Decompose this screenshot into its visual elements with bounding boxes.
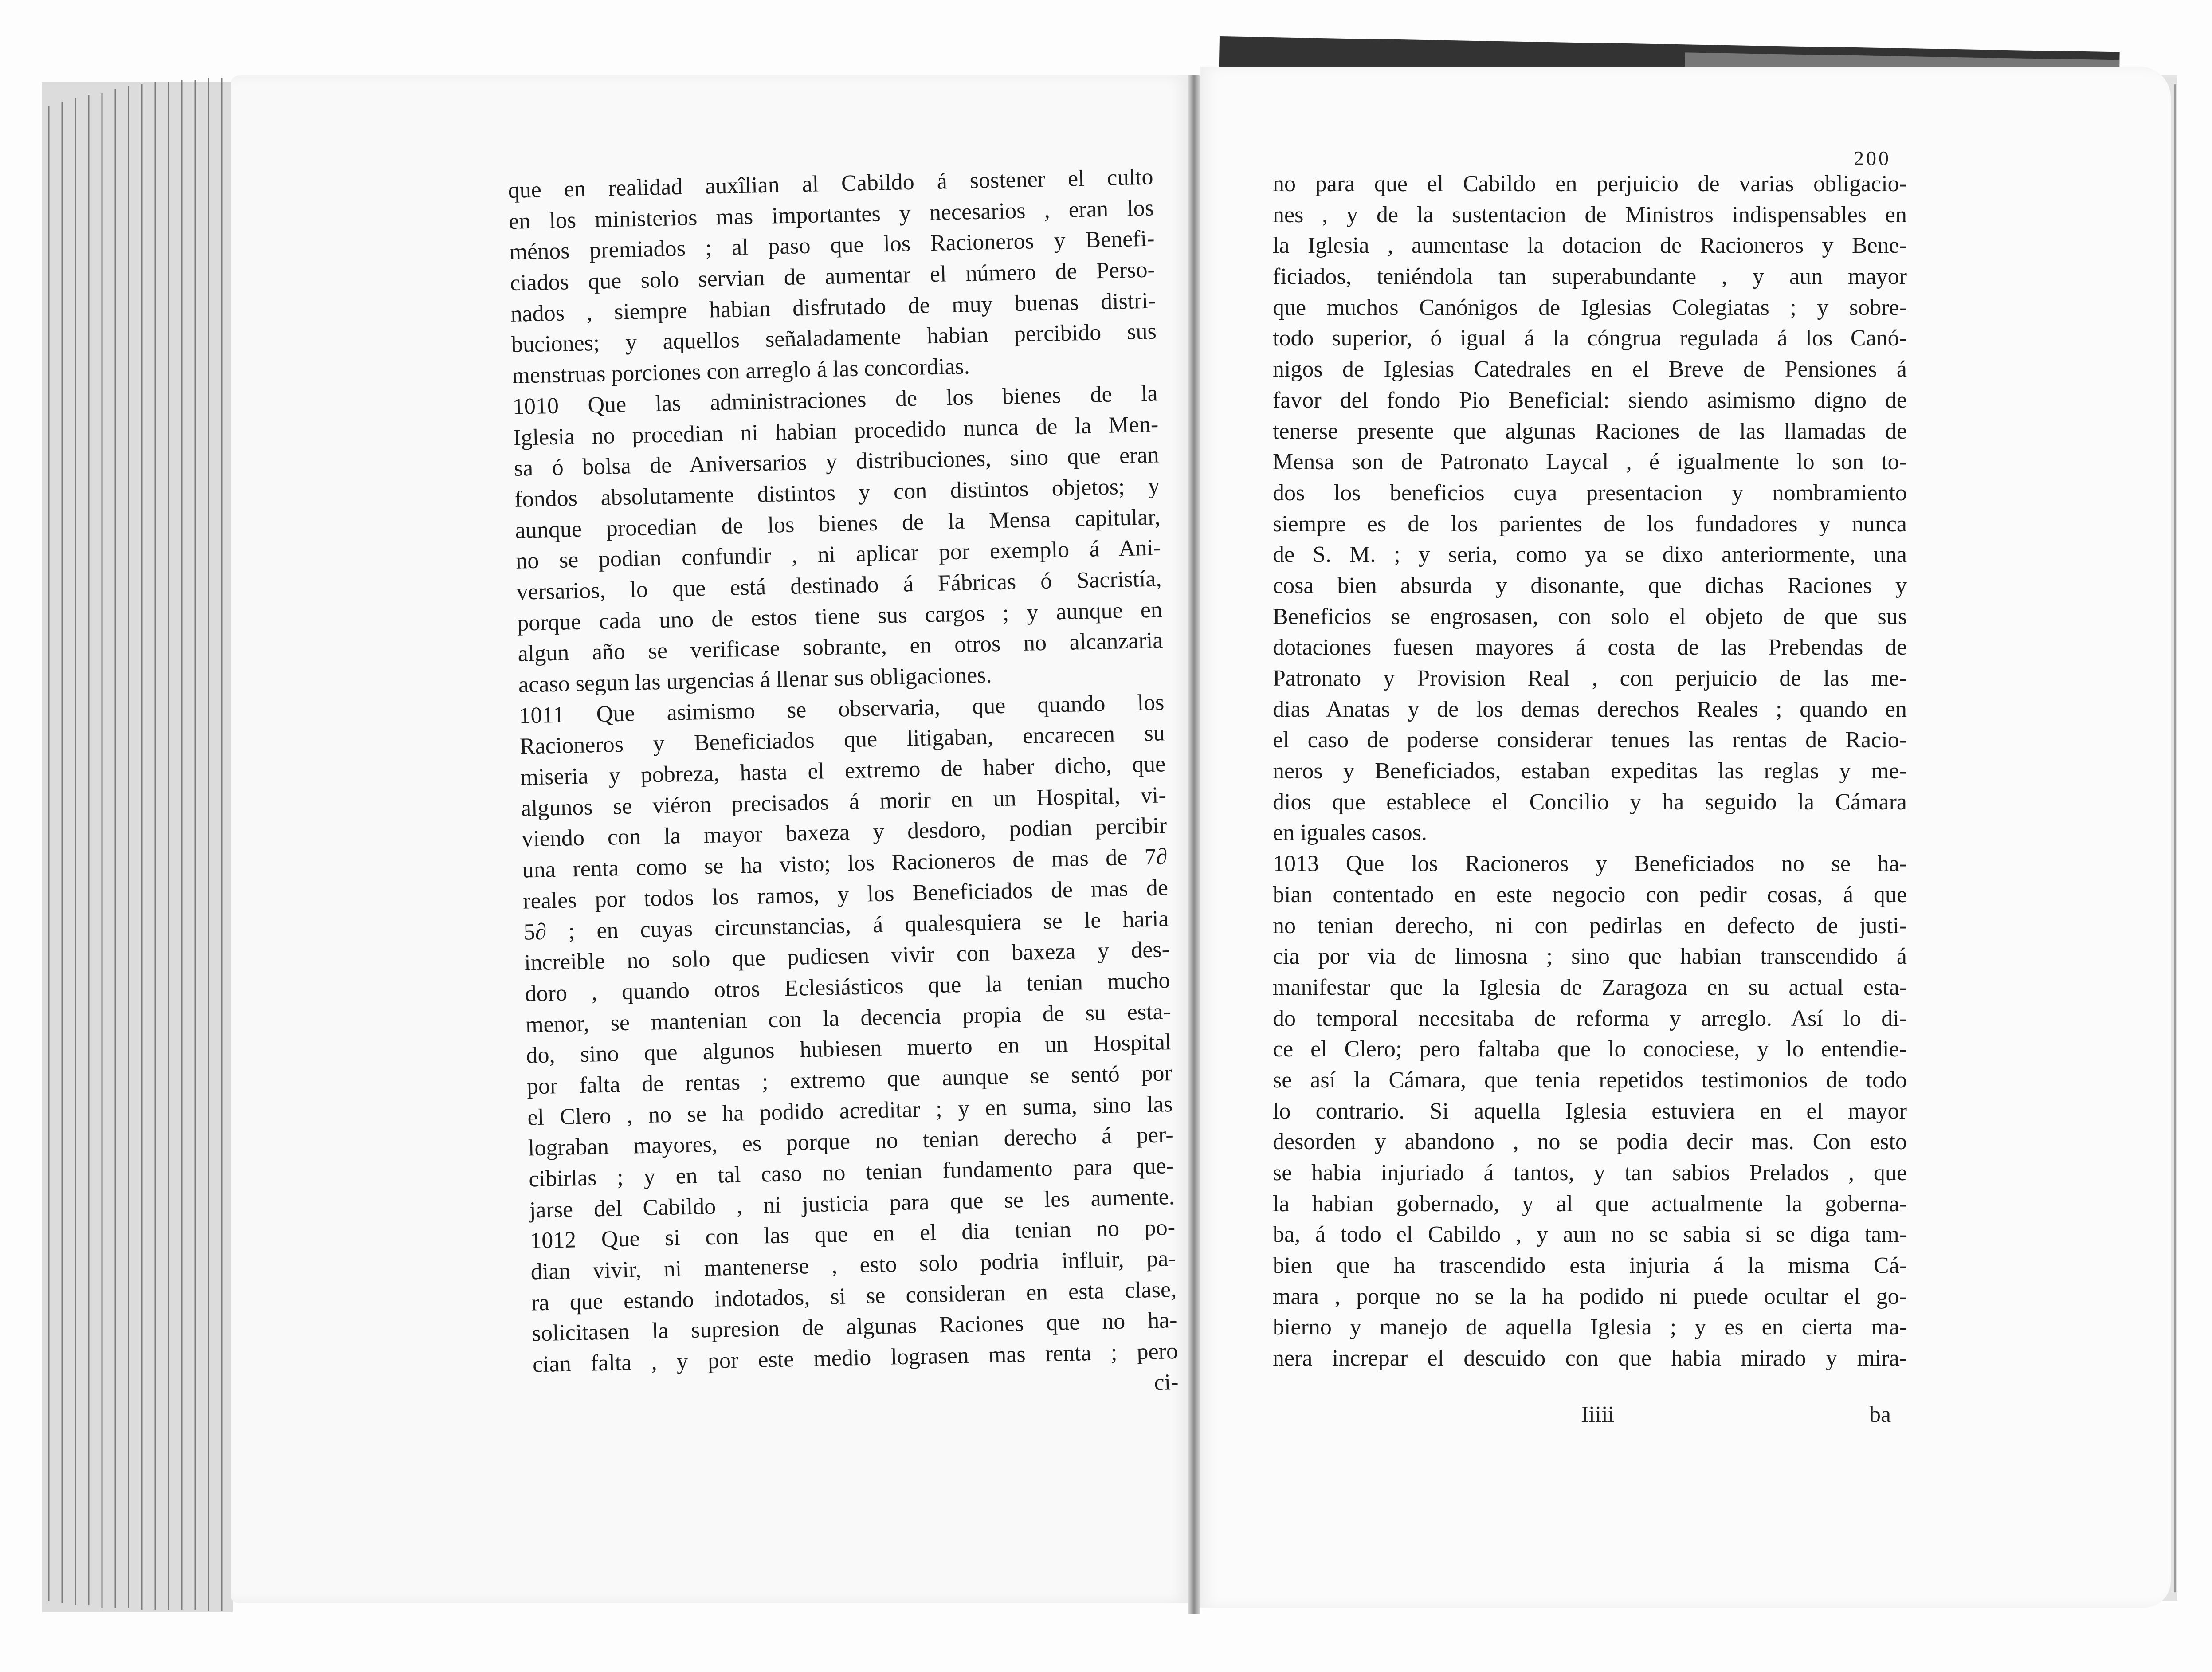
text-line: una renta como se ha visto; los Racioneros de mas de 7∂: [522, 844, 1168, 883]
text-line: mara , porque no se la ha podido ni puede ocultar el go-: [1273, 1283, 1907, 1309]
catchword-right: ba: [1869, 1402, 1891, 1427]
text-line: viendo con la mayor baxeza y desdoro, podian percibir: [521, 813, 1167, 852]
right-page-text: [1273, 169, 1907, 1374]
text-line: ménos premiados ; al paso que los Racioneros y Benefi-: [509, 226, 1155, 265]
text-line: tenerse presente que algunas Raciones de las llamadas de: [1273, 418, 1907, 444]
text-line: Mensa son de Patronato Laycal , é igualmente lo son to-: [1273, 449, 1907, 475]
text-line: dotaciones fuesen mayores á costa de las Prebendas de: [1273, 635, 1907, 660]
text-line: algun año se verificase sobrante, en otros no alcanzaria: [518, 628, 1163, 667]
text-line: aunque procedian de los bienes de la Mensa capitular,: [515, 504, 1161, 543]
text-line: el caso de poderse considerar tenues las rentas de Racio-: [1273, 727, 1907, 753]
paragraph-start-1013: 1013 Que los Racioneros y Beneficiados no se ha-: [1273, 851, 1907, 877]
text-line: neros y Beneficiados, estaban expeditas las reglas y me-: [1273, 758, 1907, 784]
text-line: bian contentado en este negocio con pedir cosas, á que: [1273, 882, 1907, 907]
text-line: ra que estando indotados, si se consideran en esta clase,: [531, 1276, 1177, 1316]
text-line: increible no solo que pudiesen vivir con baxeza y des-: [524, 937, 1170, 976]
page-gutter: [1188, 75, 1200, 1614]
text-line: algunos se viéron precisados á morir en un Hospital, vi-: [521, 782, 1167, 821]
text-line: dos los beneficios cuya presentacion y nombramiento: [1273, 480, 1907, 506]
text-line: porque cada uno de estos tiene sus cargos ; y aunque en: [517, 597, 1163, 636]
text-line: dias Anatas y de los demas derechos Reales ; quando en: [1273, 696, 1907, 722]
text-line: cosa bien absurda y disonante, que dichas Raciones y: [1273, 573, 1907, 598]
text-line: ciados que solo servian de aumentar el número de Perso-: [510, 257, 1156, 296]
text-line: versarios, lo que está destinado á Fábricas ó Sacristía,: [516, 566, 1162, 605]
text-line: en iguales casos.: [1273, 820, 1428, 846]
text-line: cian falta , y por este medio lograsen mas renta ; pero: [532, 1338, 1178, 1378]
text-line: por falta de rentas ; extremo que aunque se sentó por: [526, 1060, 1173, 1099]
text-line: Iglesia no procedian ni habian procedido nunca de la Men-: [513, 411, 1159, 451]
text-line: el Clero , no se ha podido acreditar ; y en suma, sino las: [527, 1091, 1173, 1130]
text-line: Beneficios se engrosasen, con solo el objeto de que sus: [1273, 604, 1907, 629]
text-line: ba, á todo el Cabildo , y aun no se sabia si se diga tam-: [1273, 1222, 1907, 1248]
text-line: do, sino que algunos hubiesen muerto en un Hospital: [526, 1029, 1172, 1068]
text-line: en los ministerios mas importantes y necesarios , eran los: [508, 195, 1154, 234]
page-number: 200: [1854, 147, 1891, 169]
text-line: bien que ha trascendido esta injuria á la misma Cá-: [1273, 1253, 1907, 1279]
text-line: dios que establece el Concilio y ha seguido la Cámara: [1273, 789, 1907, 815]
text-line: reales por todos los ramos, y los Beneficiados de mas de: [522, 875, 1169, 914]
text-line: que muchos Canónigos de Iglesias Colegiatas ; y sobre-: [1273, 294, 1907, 320]
text-line: do temporal necesitaba de reforma y arreglo. Así lo di-: [1273, 1005, 1907, 1031]
text-line: solicitasen la supresion de algunas Raciones que no ha-: [532, 1307, 1177, 1346]
text-line: la habian gobernado, y al que actualmente la goberna-: [1273, 1191, 1907, 1217]
text-line: todo superior, ó igual á la cóngrua regulada á los Canó-: [1273, 326, 1907, 351]
paragraph-start-1012: 1012 Que si con las que en el dia tenian no po-: [529, 1215, 1176, 1254]
text-line: se así la Cámara, que tenia repetidos testimonios de todo: [1273, 1067, 1907, 1093]
text-line: manifestar que la Iglesia de Zaragoza en su actual esta-: [1273, 974, 1907, 1000]
text-line: 5∂ ; en cuyas circunstancias, á qualesquiera se le haria: [523, 906, 1169, 945]
text-line: nigos de Iglesias Catedrales en el Breve de Pensiones á: [1273, 357, 1907, 382]
text-line: de S. M. ; y seria, como ya se dixo anteriormente, una: [1273, 542, 1907, 568]
text-line: cibirlas ; y en tal caso no tenian fundamento para que-: [528, 1153, 1174, 1192]
text-line: menor, se mantenian con la decencia propia de su esta-: [525, 998, 1171, 1038]
paragraph-start-1011: 1011 Que asimismo se observaria, que quando los: [518, 689, 1165, 729]
text-line: sa ó bolsa de Aniversarios y distribuciones, sino que eran: [514, 442, 1160, 482]
text-line: no para que el Cabildo en perjuicio de varias obligacio-: [1273, 171, 1907, 196]
text-line: nera increpar el descuido con que habia mirado y mira-: [1273, 1346, 1907, 1371]
text-line: siempre es de los parientes de los fundadores y nunca: [1273, 511, 1907, 537]
text-line: Racioneros y Beneficiados que litigaban, encarecen su: [519, 720, 1165, 760]
text-line: lo contrario. Si aquella Iglesia estuviera en el mayor: [1273, 1098, 1907, 1124]
text-line: no tenian derecho, ni con pedirlas en defecto de justi-: [1273, 913, 1907, 938]
text-line: dian vivir, ni mantenerse , esto solo podria influir, pa-: [530, 1246, 1177, 1285]
text-line: que en realidad auxîlian al Cabildo á sostener el culto: [508, 164, 1154, 203]
text-line: favor del fondo Pio Beneficial: siendo asimismo digno de: [1273, 387, 1907, 413]
text-line: acaso segun las urgencias á llenar sus obligaciones.: [518, 662, 992, 698]
text-line: cia por via de limosna ; sino que habian transcendido á: [1273, 944, 1907, 969]
text-line: ficiados, teniéndola tan superabundante , y aun mayor: [1273, 264, 1907, 290]
text-line: jarse del Cabildo , ni justicia para que se les aumente.: [529, 1184, 1175, 1223]
text-line: doro , quando otros Eclesiásticos que la tenian mucho: [525, 968, 1170, 1007]
text-line: se habia injuriado á tantos, y tan sabios Prelados , que: [1273, 1160, 1907, 1185]
text-line: miseria y pobreza, hasta el extremo de haber dicho, que: [520, 751, 1166, 790]
text-line: buciones; y aquellos señaladamente habian percibido sus: [511, 318, 1157, 358]
text-line: lograban mayores, es porque no tenian derecho á per-: [528, 1122, 1174, 1161]
text-line: no se podian confundir , ni aplicar por exemplo á Ani-: [515, 535, 1161, 574]
text-line: desorden y abandono , no se podia decir mas. Con esto: [1273, 1129, 1907, 1155]
catchword-left: ci-: [1153, 1369, 1179, 1395]
text-line: nes , y de la sustentacion de Ministros indispensables en: [1273, 202, 1907, 228]
signature-mark: Iiiii: [1581, 1402, 1615, 1427]
text-line: la Iglesia , aumentase la dotacion de Racioneros y Bene-: [1273, 233, 1907, 259]
text-line: fondos absolutamente distintos y con distintos objetos; y: [514, 473, 1160, 512]
text-line: Patronato y Provision Real , con perjuicio de las me-: [1273, 666, 1907, 691]
text-line: nados , siempre habian disfrutado de muy buenas distri-: [510, 288, 1156, 327]
paragraph-start-1010: 1010 Que las administraciones de los bienes de la: [512, 381, 1158, 420]
text-line: menstruas porciones con arreglo á las concordias.: [511, 353, 970, 389]
text-line: bierno y manejo de aquella Iglesia ; y es en cierta ma-: [1273, 1315, 1907, 1340]
left-page-text: [508, 162, 1179, 1411]
text-line: ce el Clero; pero faltaba que lo conociese, y lo entendie-: [1273, 1036, 1907, 1062]
